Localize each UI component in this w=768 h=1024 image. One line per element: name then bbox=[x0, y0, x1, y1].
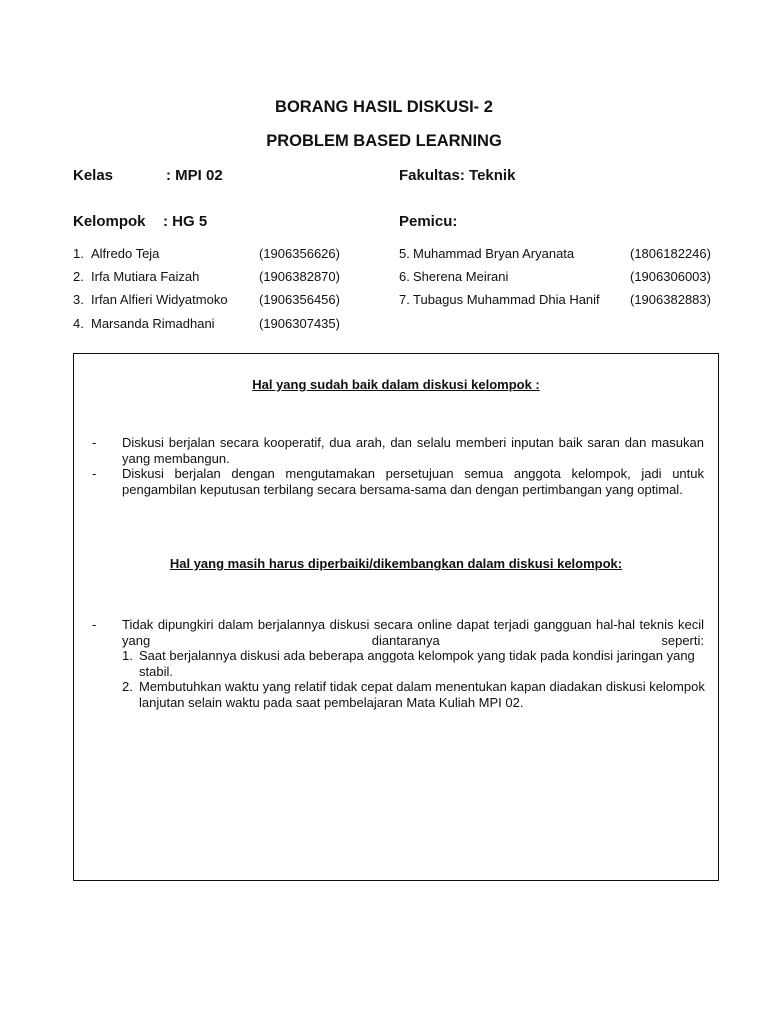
bullet-dash: - bbox=[92, 466, 97, 481]
member-number: 3. bbox=[73, 292, 84, 307]
member-name: Irfan Alfieri Widyatmoko bbox=[91, 292, 228, 307]
document-subtitle: PROBLEM BASED LEARNING bbox=[266, 132, 502, 150]
member-number: 2. bbox=[73, 269, 84, 284]
document-title: BORANG HASIL DISKUSI- 2 bbox=[275, 98, 493, 116]
member-number: 1. bbox=[73, 246, 84, 261]
bullet-text: Diskusi berjalan secara kooperatif, dua arah, dan selalu memberi inputan baik saran dan masukan yang membangun. bbox=[122, 435, 704, 466]
member-number: 5. bbox=[399, 246, 410, 261]
member-nim: (1906356626) bbox=[259, 246, 340, 261]
kelas-value: : MPI 02 bbox=[166, 167, 223, 184]
item-number: 2. bbox=[122, 679, 133, 694]
member-nim: (1906382870) bbox=[259, 269, 340, 284]
member-number: 4. bbox=[73, 316, 84, 331]
member-nim: (1806182246) bbox=[630, 246, 711, 261]
bullet-dash: - bbox=[92, 617, 97, 632]
member-name: Muhammad Bryan Aryanata bbox=[413, 246, 575, 261]
kelompok-label: Kelompok bbox=[73, 213, 146, 230]
bullet-text: Tidak dipungkiri dalam berjalannya diskusi secara online dapat terjadi gangguan hal-hal teknis kecil yang diantaranya seperti: bbox=[122, 617, 704, 648]
item-number: 1. bbox=[122, 648, 133, 663]
member-number: 7. bbox=[399, 292, 410, 307]
member-nim: (1906382883) bbox=[630, 292, 711, 307]
numbered-item bbox=[122, 679, 710, 710]
member-name: Alfredo Teja bbox=[91, 246, 160, 261]
member-number: 6. bbox=[399, 269, 410, 284]
member-name: Tubagus Muhammad Dhia Hanif bbox=[413, 292, 600, 307]
member-nim: (1906306003) bbox=[630, 269, 711, 284]
bullet-dash: - bbox=[92, 435, 97, 450]
member-nim: (1906307435) bbox=[259, 316, 340, 331]
member-name: Sherena Meirani bbox=[413, 269, 509, 284]
section-good-heading: Hal yang sudah baik dalam diskusi kelompok : bbox=[252, 377, 540, 392]
item-text: Membutuhkan waktu yang relatif tidak cepat dalam menentukan kapan diadakan diskusi kelompok lanjutan selain waktu pada saat pembelajaran Mata Kuliah MPI 02. bbox=[139, 679, 705, 710]
bullet-item bbox=[92, 435, 704, 466]
member-nim: (1906356456) bbox=[259, 292, 340, 307]
kelompok-value: : HG 5 bbox=[163, 213, 208, 230]
item-text: Saat berjalannya diskusi ada beberapa anggota kelompok yang tidak pada kondisi jaringan yang stabil. bbox=[139, 648, 695, 679]
fakultas-field: Fakultas: Teknik bbox=[399, 167, 516, 184]
kelas-label: Kelas bbox=[73, 167, 114, 184]
discussion-box bbox=[73, 353, 719, 881]
bullet-item bbox=[92, 466, 704, 497]
numbered-item bbox=[122, 648, 710, 679]
member-name: Marsanda Rimadhani bbox=[91, 316, 215, 331]
pemicu-field: Pemicu: bbox=[399, 213, 458, 230]
member-name: Irfa Mutiara Faizah bbox=[91, 269, 200, 284]
bullet-item bbox=[92, 617, 704, 648]
section-improve-heading: Hal yang masih harus diperbaiki/dikembangkan dalam diskusi kelompok: bbox=[169, 556, 623, 571]
bullet-text: Diskusi berjalan dengan mengutamakan persetujuan semua anggota kelompok, jadi untuk pengambilan keputusan terbilang secara bersama-sama dan dengan pertimbangan yang optimal. bbox=[122, 466, 704, 497]
